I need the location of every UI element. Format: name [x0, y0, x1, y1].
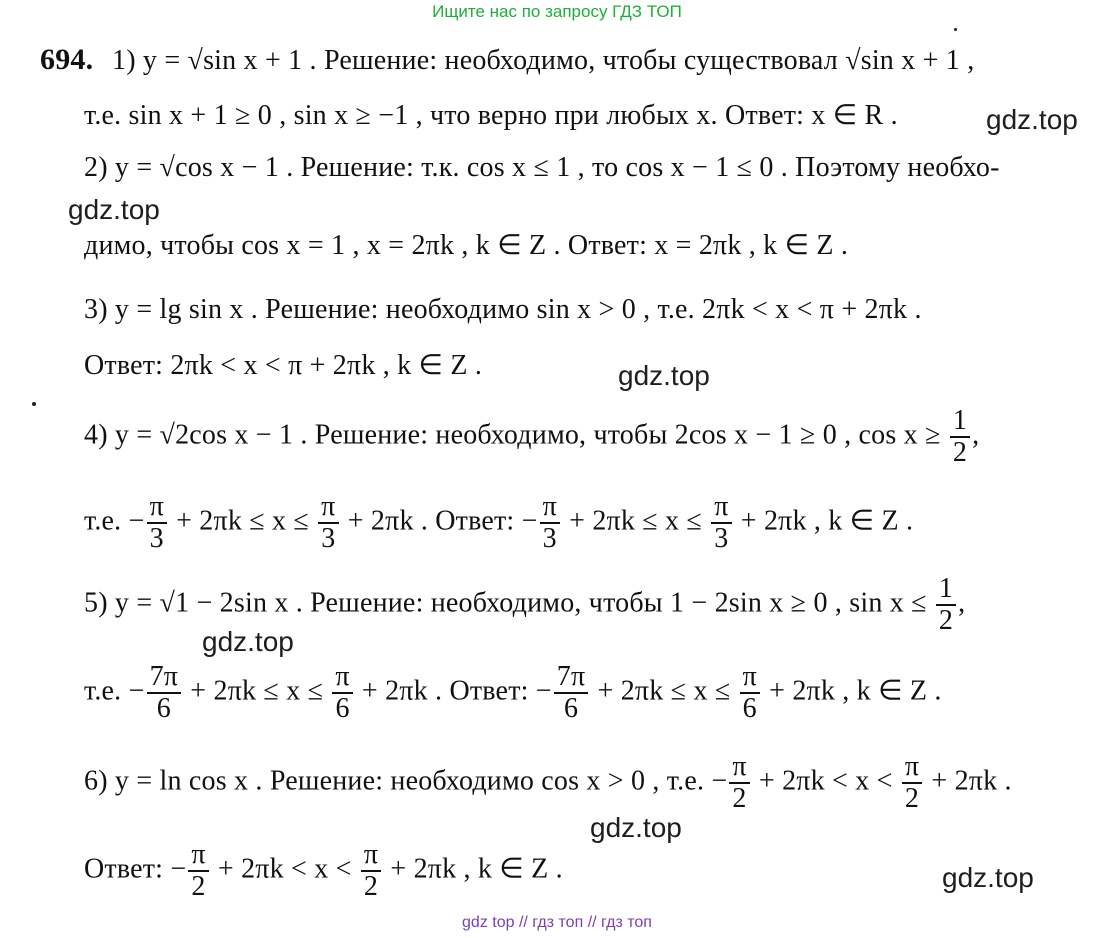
line-text: т.е. sin x + 1 ≥ 0 , sin x ≥ −1 , что верно при любых x. Ответ: x ∈ R . — [84, 100, 898, 131]
numerator: π — [902, 752, 922, 784]
solution-line-12 — [84, 840, 563, 902]
solution-line-3 — [84, 152, 1000, 184]
solution-line-5 — [84, 294, 922, 326]
fraction — [902, 752, 922, 814]
line-text: Ответ: − — [84, 853, 187, 885]
watermark: gdz.top — [590, 812, 682, 843]
denominator: 6 — [156, 693, 171, 724]
numerator: π — [361, 840, 381, 872]
line-text: + 2πk , k ∈ Z . — [733, 505, 914, 537]
numerator: π — [729, 752, 749, 784]
footer-note: gdz top // гдз топ // гдз топ — [462, 914, 652, 931]
line-text: , — [958, 587, 966, 619]
denominator: 2 — [191, 871, 206, 902]
numerator: π — [318, 492, 338, 524]
solution-line-8 — [84, 492, 913, 554]
line-text: + 2πk ≤ x ≤ — [561, 505, 710, 537]
solution-line-6 — [84, 350, 482, 382]
denominator: 3 — [714, 523, 729, 554]
fraction — [740, 662, 760, 724]
fraction — [711, 492, 731, 554]
solution-line-1 — [112, 45, 974, 77]
fraction — [729, 752, 749, 814]
line-text: 6) y = ln cos x . Решение: необходимо cos x > 0 , т.е. − — [84, 765, 728, 797]
scan-speck — [32, 402, 36, 406]
solution-line-7 — [84, 406, 979, 468]
line-text: + 2πk , k ∈ Z . — [761, 675, 942, 707]
denominator: 6 — [742, 693, 757, 724]
line-text: т.е. − — [84, 505, 145, 537]
fraction — [332, 662, 352, 724]
solution-line-2 — [84, 100, 898, 132]
watermark: gdz.top — [986, 104, 1078, 135]
line-text: Ответ: 2πk < x < π + 2πk , k ∈ Z . — [84, 350, 483, 381]
line-text: + 2πk , k ∈ Z . — [383, 853, 563, 885]
numerator: π — [332, 662, 352, 694]
line-text: + 2πk . Ответ: − — [354, 675, 552, 707]
line-text: + 2πk < x < — [210, 853, 359, 885]
denominator: 2 — [363, 871, 379, 902]
solution-line-11 — [84, 752, 1012, 814]
denominator: 2 — [904, 783, 920, 814]
line-text: + 2πk . — [924, 765, 1012, 797]
numerator: π — [188, 840, 208, 872]
line-text: , — [972, 419, 980, 451]
numerator: π — [740, 662, 760, 694]
denominator: 3 — [542, 523, 557, 554]
numerator: 7π — [147, 662, 182, 694]
fraction — [147, 492, 167, 554]
fraction — [936, 574, 956, 636]
denominator: 2 — [952, 437, 968, 468]
denominator: 6 — [563, 693, 579, 724]
denominator: 3 — [149, 523, 164, 554]
line-text: + 2πk ≤ x ≤ — [183, 675, 331, 707]
fraction — [950, 406, 970, 468]
watermark: gdz.top — [202, 626, 294, 657]
fraction — [361, 840, 381, 902]
denominator: 6 — [335, 693, 350, 724]
numerator: π — [147, 492, 167, 524]
solution-line-10 — [84, 662, 942, 724]
line-text: 4) y = √2cos x − 1 . Решение: необходимо, чтобы 2cos x − 1 ≥ 0 , cos x ≥ — [84, 419, 941, 451]
line-text: + 2πk ≤ x ≤ — [168, 505, 317, 537]
header-note: Ищите нас по запросу ГДЗ ТОП — [432, 2, 682, 21]
numerator: π — [711, 492, 731, 524]
numerator: 7π — [554, 662, 589, 694]
numerator: 1 — [950, 406, 970, 438]
problem-number: 694. — [40, 43, 94, 76]
line-text: 1) y = √sin x + 1 . Решение: необходимо, чтобы существовал √sin x + 1 , — [112, 45, 975, 76]
fraction — [318, 492, 338, 554]
watermark: gdz.top — [942, 862, 1034, 893]
numerator: π — [540, 492, 560, 524]
fraction — [147, 662, 182, 724]
denominator: 2 — [732, 783, 747, 814]
line-text: димо, чтобы cos x = 1 , x = 2πk , k ∈ Z . Ответ: x = 2πk , k ∈ Z . — [84, 230, 849, 261]
solution-line-4 — [84, 230, 848, 262]
numerator: 1 — [936, 574, 956, 606]
fraction — [188, 840, 208, 902]
line-text: т.е. − — [84, 675, 145, 707]
scan-speck — [954, 28, 957, 31]
denominator: 2 — [938, 605, 954, 636]
denominator: 3 — [321, 523, 336, 554]
fraction — [540, 492, 560, 554]
watermark: gdz.top — [68, 194, 160, 225]
line-text: 3) y = lg sin x . Решение: необходимо sin x > 0 , т.е. 2πk < x < π + 2πk . — [84, 294, 922, 325]
line-text: 5) y = √1 − 2sin x . Решение: необходимо, чтобы 1 − 2sin x ≥ 0 , sin x ≤ — [84, 587, 927, 619]
line-text: + 2πk < x < — [751, 765, 900, 797]
line-text: 2) y = √cos x − 1 . Решение: т.к. cos x ≤ 1 , то cos x − 1 ≤ 0 . Поэтому необхо- — [84, 152, 1000, 183]
line-text: + 2πk ≤ x ≤ — [590, 675, 738, 707]
watermark: gdz.top — [618, 360, 710, 391]
line-text: + 2πk . Ответ: − — [340, 505, 538, 537]
fraction — [554, 662, 589, 724]
